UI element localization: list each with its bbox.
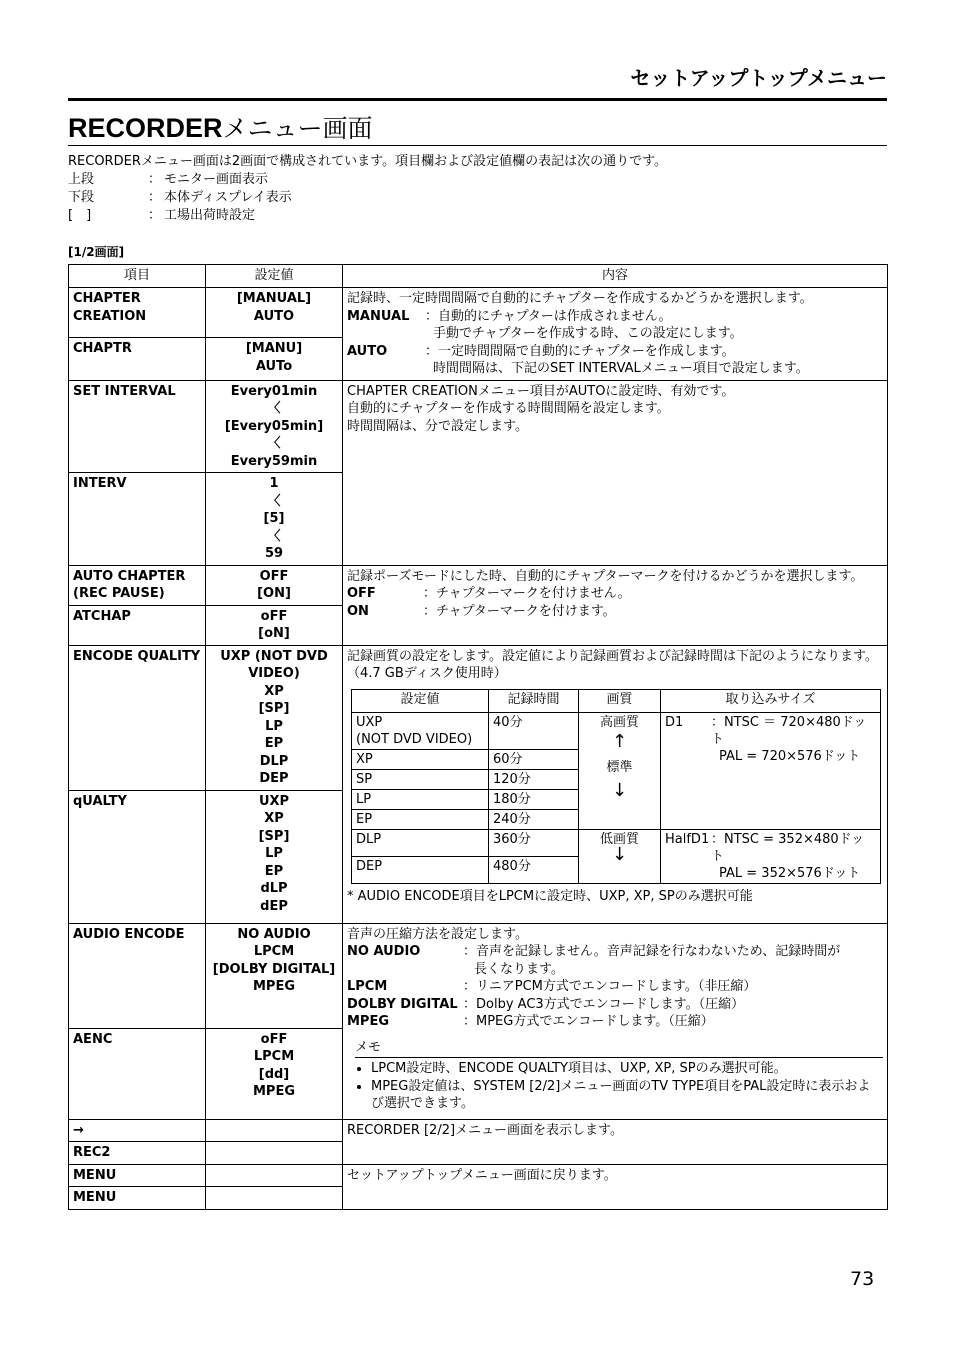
option-desc: ：チャプターマークを付けます。 (423, 603, 616, 619)
option-key: DOLBY DIGITAL (347, 996, 458, 1012)
value-line: [dd] (258, 1066, 290, 1082)
quality-row (352, 712, 881, 749)
value-line: [MANUAL] (236, 291, 312, 306)
desc-option (347, 308, 883, 326)
qt-header: 画質 (579, 689, 661, 712)
value-line: UXP (NOT DVD VIDEO) (220, 648, 328, 681)
qt-value: DLP (352, 829, 489, 856)
value-line: UXP (258, 793, 290, 809)
item-chaptr: CHAPTR (69, 338, 206, 380)
quality-high: 高画質 (599, 714, 639, 730)
legend-key: 下段 (68, 190, 95, 205)
size-line (665, 714, 876, 748)
item-qualty: qUALTY (69, 790, 206, 923)
size-pal: PAL = 720×576ドット (719, 748, 861, 764)
item-aenc: AENC (69, 1028, 206, 1119)
memo-item: • MPEG設定値は、SYSTEM [2/2]メニュー画面のTV TYPE項目をPAL設定時に表示および選択できます。 (371, 1078, 883, 1113)
size-ntsc: ：NTSC ＝ 720×480ドット (711, 714, 867, 747)
qt-size-half (661, 829, 881, 883)
range-symbol: 〈 (267, 493, 281, 509)
quality-table (351, 689, 881, 884)
item-rec2: REC2 (69, 1142, 206, 1165)
desc-option (347, 943, 883, 961)
item-chapter-creation: CHAPTER CREATION (69, 288, 206, 338)
size-line (665, 831, 876, 865)
desc-option (347, 603, 883, 621)
item-menu: MENU (69, 1164, 206, 1187)
desc-option (347, 996, 883, 1014)
desc-line: 音声の圧縮方法を設定します。 (347, 926, 528, 942)
table-row (69, 923, 888, 1028)
value-line: LP (265, 718, 283, 734)
value-line: oFF (260, 608, 288, 624)
item-auto-chapter: AUTO CHAPTER (REC PAUSE) (69, 565, 206, 605)
option-key: NO AUDIO (347, 944, 421, 959)
value-menu (206, 1164, 343, 1187)
value-line: DEP (259, 771, 289, 786)
legend-row (68, 189, 292, 207)
qt-quality-range (579, 712, 661, 829)
value-chapter-creation (206, 288, 343, 338)
value-set-interval (206, 380, 343, 473)
value-line: [DOLBY DIGITAL] (212, 961, 336, 977)
qt-time: 360分 (489, 829, 579, 856)
desc-line: CHAPTER CREATIONメニュー項目がAUTOに設定時、有効です。 (347, 383, 735, 399)
value-line: OFF (259, 568, 289, 584)
range-symbol: 〈 (267, 401, 281, 416)
quality-std: 標準 (606, 759, 633, 775)
legend-desc: 本体ディスプレイ表示 (164, 190, 292, 205)
range-symbol: 〈 (267, 528, 281, 544)
legend-row (68, 207, 292, 225)
item-atchap: ATCHAP (69, 605, 206, 645)
table-row (69, 1119, 888, 1142)
arrow-up-icon: ↑ (611, 730, 628, 752)
legend-row (68, 171, 292, 189)
value-line: [oN] (258, 626, 290, 641)
qt-time: 180分 (489, 789, 579, 809)
size-label: D1 (665, 714, 684, 730)
table-header-row (69, 265, 888, 288)
option-desc: ：自動的にチャプターは作成されません。 (425, 308, 672, 324)
value-menu-2 (206, 1187, 343, 1210)
desc-option (347, 1013, 883, 1031)
desc-option (347, 585, 883, 603)
option-key: OFF (347, 586, 376, 601)
value-line: EP (264, 736, 284, 751)
value-line: DLP (259, 753, 289, 769)
legend (68, 171, 292, 225)
value-line: [Every05min] (224, 418, 324, 434)
intro-text: RECORDERメニュー画面は2画面で構成されています。項目欄および設定値欄の表記は次の通りです。 (68, 154, 668, 169)
item-set-interval: SET INTERVAL (69, 380, 206, 473)
desc-option (347, 978, 883, 996)
value-rec2 (206, 1142, 343, 1165)
value-encode-quality (206, 645, 343, 790)
item-interv: INTERV (69, 473, 206, 566)
qt-value: LP (352, 789, 489, 809)
legend-sep: ： (148, 208, 162, 223)
qt-time: 480分 (489, 856, 579, 883)
legend-sep: ： (148, 190, 162, 205)
value-line: 59 (264, 546, 284, 561)
qt-value: EP (352, 809, 489, 829)
qt-header: 取り込みサイズ (661, 689, 881, 712)
settings-table (68, 264, 888, 1210)
quality-header-row (352, 689, 881, 712)
option-desc-cont: 時間間隔は、下記のSET INTERVALメニュー項目で設定します。 (433, 361, 809, 376)
size-pal: PAL = 352×576ドット (719, 865, 861, 881)
desc-line: 時間間隔は、分で設定します。 (347, 418, 528, 434)
value-auto-chapter (206, 565, 343, 605)
qt-value: XP (352, 749, 489, 769)
value-line: NO AUDIO (237, 926, 311, 942)
item-audio-encode: AUDIO ENCODE (69, 923, 206, 1028)
page-label: [1/2画面] (68, 245, 125, 259)
value-line: Every01min (230, 383, 318, 399)
value-interv (206, 473, 343, 566)
value-line: [5] (263, 511, 285, 526)
value-line: dEP (260, 898, 288, 914)
memo-item: • LPCM設定時、ENCODE QUALTY項目は、UXP, XP, SPのみ選択可能。 (371, 1060, 883, 1078)
option-key: MANUAL (347, 308, 410, 324)
table-row (69, 645, 888, 790)
value-line: [SP] (258, 701, 290, 716)
legend-desc: モニター画面表示 (164, 172, 269, 187)
qt-time: 120分 (489, 769, 579, 789)
value-line: oFF (260, 1031, 288, 1047)
value-line: LP (265, 846, 283, 861)
value-line: MPEG (252, 979, 295, 994)
value-line: AUTO (253, 308, 295, 324)
desc-next: RECORDER [2/2]メニュー画面を表示します。 (343, 1119, 888, 1164)
value-qualty (206, 790, 343, 923)
value-line: AUTo (255, 358, 293, 374)
value-line: XP (264, 811, 284, 826)
value-audio-encode (206, 923, 343, 1028)
desc-line: 記録ポーズモードにした時、自動的にチャプターマークを付けるかどうかを選択します。 (347, 568, 864, 584)
arrow-down-icon: ↓ (611, 779, 628, 801)
header-content: 内容 (343, 265, 888, 288)
table-row (69, 288, 888, 338)
qt-value: DEP (352, 856, 489, 883)
value-line: EP (264, 863, 284, 879)
table-row (69, 1164, 888, 1187)
value-line: XP (264, 683, 284, 699)
option-desc: ：リニアPCM方式でエンコードします。（非圧縮） (463, 979, 757, 994)
desc-line: 記録時、一定時間間隔で自動的にチャプターを作成するかどうかを選択します。 (347, 291, 813, 306)
legend-key: 上段 (68, 172, 95, 187)
header-item: 項目 (69, 265, 206, 288)
option-desc: ：音声を記録しません。音声記録を行なわないため、記録時間が (463, 944, 841, 959)
quality-row (352, 829, 881, 856)
qt-value: SP (352, 769, 489, 789)
value-chaptr (206, 338, 343, 380)
legend-key: [ ] (68, 208, 92, 223)
option-desc: ：MPEG方式でエンコードします。（圧縮） (463, 1014, 714, 1029)
desc-line: （4.7 GBディスク使用時） (347, 666, 507, 681)
option-key: AUTO (347, 343, 388, 359)
value-next (206, 1119, 343, 1142)
option-key: ON (347, 603, 369, 619)
desc-set-interval (343, 380, 888, 565)
value-line: MPEG (252, 1084, 295, 1099)
title-rest: メニュー画面 (222, 114, 373, 143)
header-value: 設定値 (206, 265, 343, 288)
range-symbol: 〈 (267, 436, 281, 451)
page-title (68, 112, 373, 145)
desc-audio-encode (343, 923, 888, 1119)
value-aenc (206, 1028, 343, 1119)
option-desc-cont: 手動でチャプターを作成する時、この設定にします。 (433, 326, 743, 341)
qt-header: 設定値 (352, 689, 489, 712)
table-row (69, 380, 888, 473)
value-line: [MANU] (245, 341, 303, 357)
qt-quality-low (579, 829, 661, 883)
qt-header: 記録時間 (489, 689, 579, 712)
qt-time: 60分 (489, 749, 579, 769)
size-label: HalfD1 (665, 831, 710, 847)
option-desc: ：一定時間間隔で自動的にチャプターを作成します。 (425, 343, 735, 359)
qt-time: 240分 (489, 809, 579, 829)
header-rule (68, 98, 887, 101)
value-line: LPCM (253, 1049, 295, 1064)
desc-line: 自動的にチャプターを作成する時間間隔を設定します。 (347, 401, 670, 416)
memo-list (347, 1060, 883, 1113)
quality-low: 低画質 (599, 831, 639, 847)
desc-auto-chapter (343, 565, 888, 645)
qt-size-d1 (661, 712, 881, 829)
value-line: LPCM (253, 944, 295, 959)
page-number: 73 (850, 1268, 875, 1290)
title-rule (68, 145, 887, 146)
option-key: LPCM (347, 979, 388, 994)
title-bold: RECORDER (68, 113, 223, 143)
value-line: Every59min (230, 453, 318, 469)
value-line: 1 (269, 476, 279, 491)
memo-title: メモ (355, 1039, 883, 1059)
item-encode-quality: ENCODE QUALITY (69, 645, 206, 790)
desc-encode-quality (343, 645, 888, 923)
desc-chapter-creation (343, 288, 888, 381)
value-line: [ON] (257, 586, 291, 601)
option-desc: ：チャプターマークを付けません。 (423, 586, 631, 601)
value-atchap (206, 605, 343, 645)
legend-desc: 工場出荷時設定 (164, 208, 256, 223)
arrow-down-icon: ↓ (611, 843, 628, 865)
option-desc-cont: 長くなります。 (474, 961, 564, 977)
qt-time: 40分 (489, 712, 579, 749)
desc-option (347, 343, 883, 361)
item-menu-2: MENU (69, 1187, 206, 1210)
desc-menu: セットアップトップメニュー画面に戻ります。 (343, 1164, 888, 1209)
option-desc: ：Dolby AC3方式でエンコードします。（圧縮） (463, 996, 745, 1012)
option-key: MPEG (347, 1014, 390, 1029)
qt-value: UXP (NOT DVD VIDEO) (352, 712, 489, 749)
section-header: セットアップトップメニュー (630, 66, 887, 90)
value-line: dLP (260, 881, 288, 896)
table-row (69, 565, 888, 605)
desc-line: 記録画質の設定をします。設定値により記録画質および記録時間は下記のようになります。 (347, 648, 878, 664)
size-ntsc: ：NTSC = 352×480ドット (711, 831, 865, 864)
item-next-arrow-icon: → (69, 1119, 206, 1142)
legend-sep: ： (148, 172, 162, 187)
value-line: [SP] (258, 828, 290, 844)
desc-note: * AUDIO ENCODE項目をLPCMに設定時、UXP, XP, SPのみ選択可能 (347, 888, 753, 904)
